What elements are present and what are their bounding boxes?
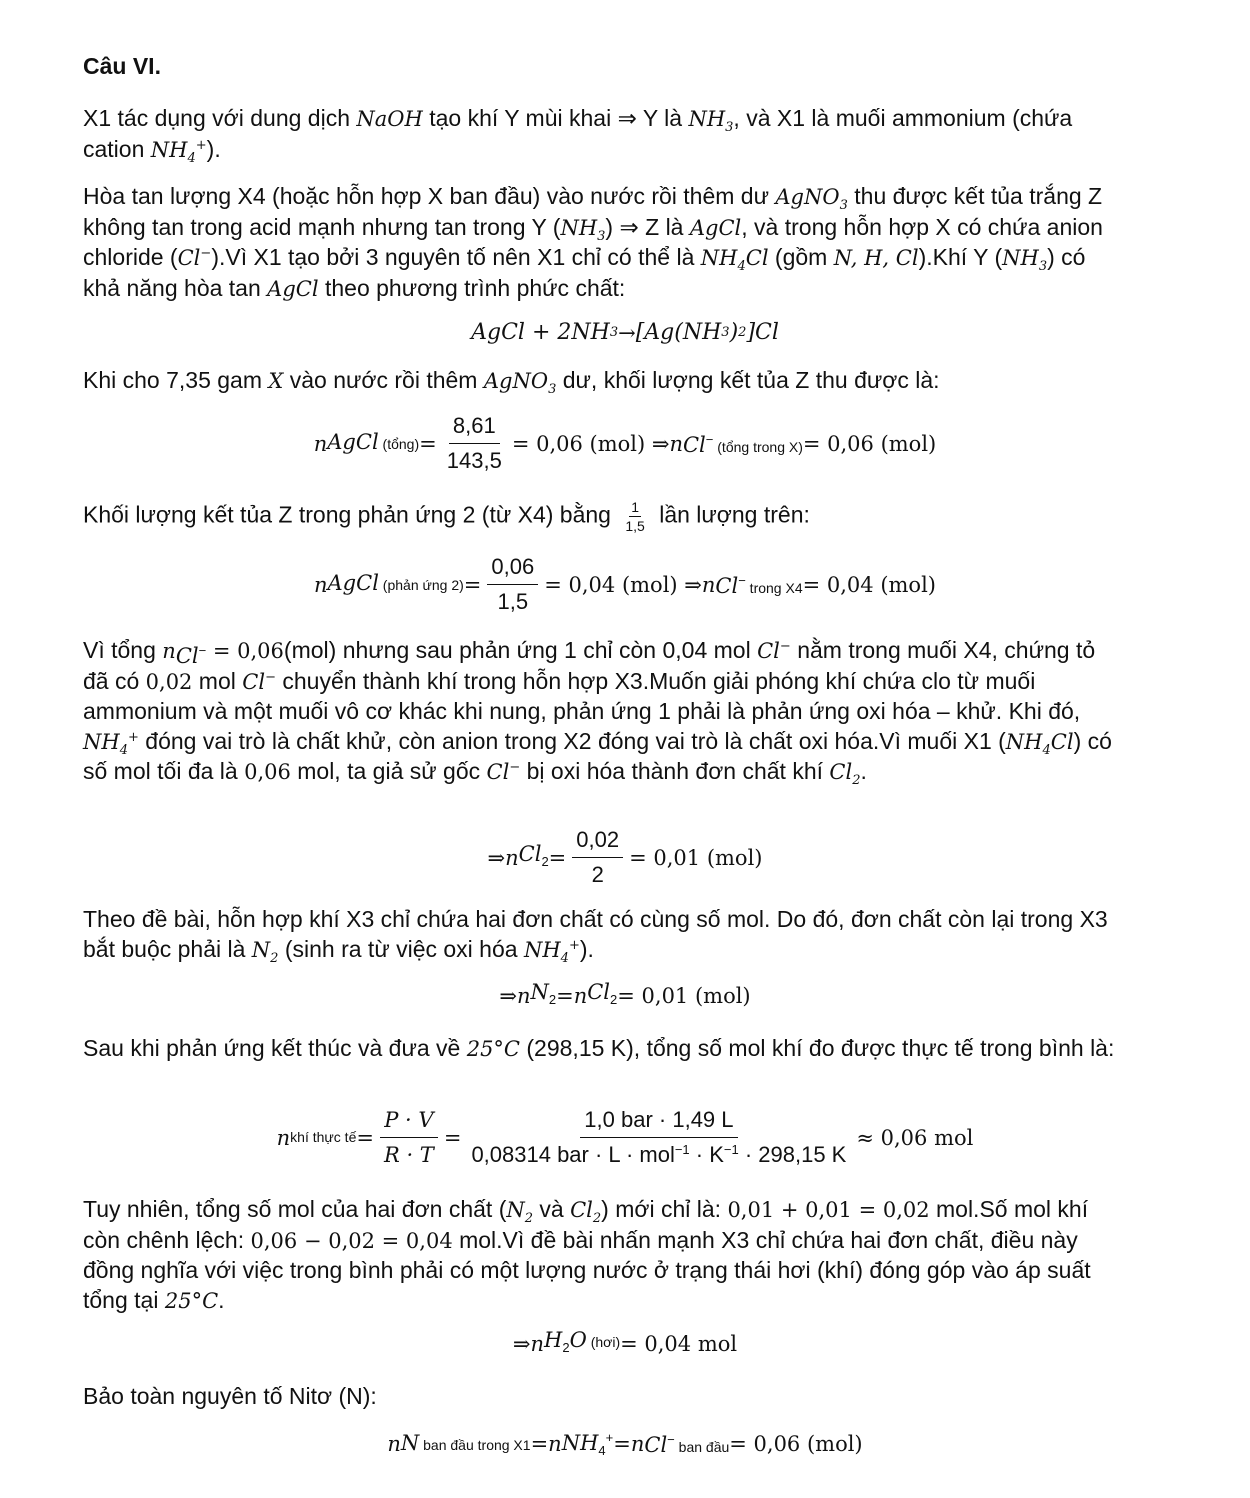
paragraph-5: Vì tổng $n_{Cl^-} = 0,06(mol)$ nhưng sau phản ứng 1 chỉ còn 0,04 mol Cl− nằm trong muối X4, chứng tỏ đã có 0,02 mol Cl− chuyển thành khí trong hỗn hợp X3.Muốn giải phóng khí chứa clo từ muối ammonium và một muối vô cơ khác khi nung, phản ứng 1 phải là phản ứng oxi hóa – khử. Khi đó, $NH_4^+$ đóng vai trò là chất khử, còn anion trong X2 đóng vai trò là chất oxi hóa.Vì muối X1 $(NH_4Cl)$ có số mol tối đa là 0,06 mol, ta giả sử gốc Cl− bị oxi hóa thành đơn chất khí $Cl_2$. <box>83 637 1112 788</box>
fraction-agcl-reaction2: $\frac{0,06}{1,5}$ <box>487 553 538 616</box>
fraction-pv-rt: $\frac{P \cdot V}{R \cdot T}$ <box>380 1106 438 1169</box>
equation-complex: AgCl + 2NH 3 → [Ag(NH 3 ) 2 ]Cl <box>471 320 779 345</box>
fraction-cl2: $\frac{0,02}{2}$ <box>572 826 623 889</box>
question-heading: Câu VI. <box>83 53 161 79</box>
fraction-ratio: $\frac{1}{1,5}$ <box>625 499 645 534</box>
equation-ideal-gas: n khí thực tế = $\frac{P \cdot V}{R \cdot T}$ = $\frac{\text{1,0 bar · 1,49 L}}{0,08314 bar \cdot L \cdot mol^{-1} \cdot K^{-1} \cdot 298,15 K}$ ≈ 0,06 mol <box>276 1107 974 1167</box>
equation-agcl-total: n AgCl (tổng) = $\frac{8,61}{143,5}$ = 0,06 (mol) ⇒ n Cl− (tổng trong X) = 0,06 (mol) <box>313 413 937 473</box>
equation-nitrogen-balance: n N ban đầu trong X1 = n $NH_4^+$ = n Cl− ban đầu = 0,06 (mol) <box>387 1429 863 1458</box>
paragraph-6: Theo đề bài, hỗn hợp khí X3 chỉ chứa hai đơn chất có cùng số mol. Do đó, đơn chất còn lại trong X3 bắt buộc phải là $N_2$ (sinh ra từ việc oxi hóa $NH_4^+$). <box>83 906 1108 966</box>
equation-h2o: ⇒ n $H_2O$ (hơi) = 0,04 mol <box>512 1328 738 1356</box>
paragraph-1: X1 tác dụng với dung dịch NaOH tạo khí Y mùi khai ⇒ Y là $NH_3$, và X1 là muối ammonium (chứa cation $NH_4^+$). <box>83 105 1073 166</box>
equation-n2: ⇒ n $N_2$ = n $Cl_2$ = 0,01 (mol) <box>499 980 751 1008</box>
paragraph-8: Tuy nhiên, tổng số mol của hai đơn chất ($N_2$ và $Cl_2$) mới chỉ là: 0,01 + 0,01 = 0,02 mol.Số mol khí còn chênh lệch: 0,06 − 0,02 = 0,04 mol.Vì đề bài nhấn mạnh X3 chỉ chứa hai đơn chất, điều này đồng nghĩa với việc trong bình phải có một lượng nước ở trạng thái hơi (khí) đóng góp vào áp suất tổng tại 25°C. <box>83 1196 1091 1313</box>
fraction-gas-values: $\frac{\text{1,0 bar · 1,49 L}}{0,08314 bar \cdot L \cdot mol^{-1} \cdot K^{-1} \cdot 298,15 K}$ <box>471 1107 847 1167</box>
paragraph-7: Sau khi phản ứng kết thúc và đưa về 25°C (298,15 K), tổng số mol khí đo được thực tế trong bình là: <box>83 1035 1115 1061</box>
paragraph-9: Bảo toàn nguyên tố Nitơ (N): <box>83 1383 377 1409</box>
paragraph-2: Hòa tan lượng X4 (hoặc hỗn hợp X ban đầu) vào nước rồi thêm dư AgNO$_3$ thu được kết tủa trắng Z không tan trong acid mạnh nhưng tan trong Y $(NH_3)$ ⇒ Z là AgCl, và trong hỗn hợp X có chứa anion chloride (Cl−).Vì X1 tạo bởi 3 nguyên tố nên X1 chỉ có thể là $NH_4Cl$ (gồm N, H, Cl).Khí Y $(NH_3)$ có khả năng hòa tan AgCl theo phương trình phức chất: <box>83 183 1103 301</box>
equation-cl2: ⇒ n $Cl_2$ = $\frac{0,02}{2}$ = 0,01 (mol) <box>487 827 763 887</box>
paragraph-3: Khi cho 7,35 gam X vào nước rồi thêm AgNO$_3$ dư, khối lượng kết tủa Z thu được là: <box>83 367 940 397</box>
paragraph-4: Khối lượng kết tủa Z trong phản ứng 2 (từ X4) bằng $\frac{1}{1,5}$ lần lượng trên: <box>83 499 810 534</box>
equation-agcl-reaction2: n AgCl (phản ứng 2) = $\frac{0,06}{1,5}$ = 0,04 (mol) ⇒ n Cl− trong X4 = 0,04 (mol) <box>313 554 936 614</box>
fraction-agcl-total: $\frac{8,61}{143,5}$ <box>446 413 502 473</box>
